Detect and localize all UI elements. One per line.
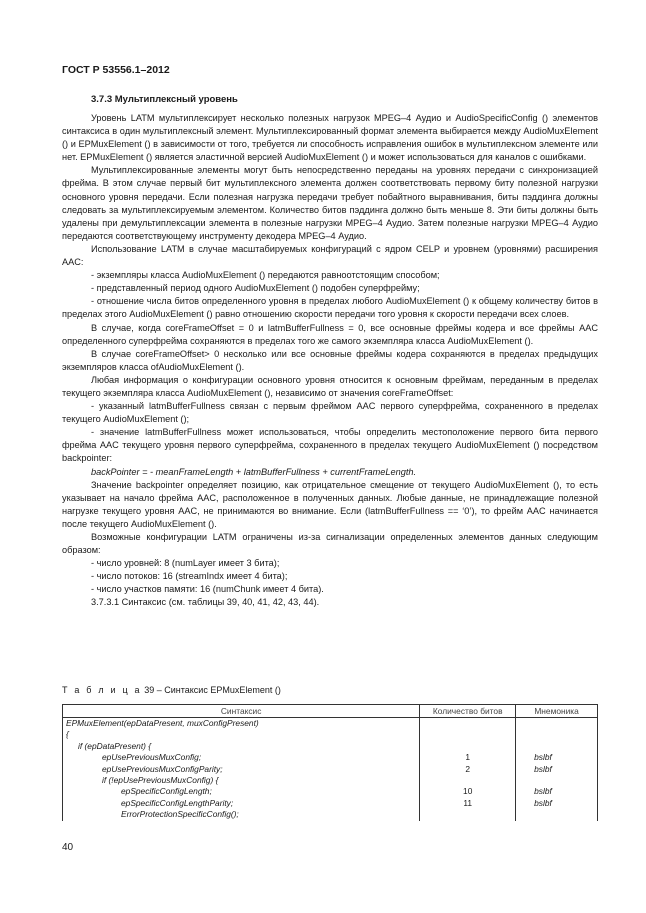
list-item: - число участков памяти: 16 (numChunk имеет 4 бита). <box>91 584 324 595</box>
table-row <box>63 775 598 786</box>
mnemonic-cell <box>516 741 598 752</box>
paragraph: Возможные конфигурации LATM ограничены из-за сигнализации определенных элементов данных следующим образом: <box>62 532 598 556</box>
bits-cell: 2 <box>420 764 516 775</box>
mnemonic-cell: bslbf <box>516 752 598 763</box>
syntax-cell: epSpecificConfigLengthParity; <box>63 798 420 809</box>
paragraph: 3.7.3.1 Синтаксис (см. таблицы 39, 40, 41, 42, 43, 44). <box>91 597 320 608</box>
bits-cell <box>420 809 516 820</box>
mnemonic-cell <box>516 718 598 730</box>
column-header-syntax: Синтаксис <box>63 705 420 718</box>
table-row <box>63 764 598 775</box>
syntax-cell: epUsePreviousMuxConfig; <box>63 752 420 763</box>
page-number: 40 <box>62 842 74 853</box>
mnemonic-cell <box>516 809 598 820</box>
bits-cell <box>420 775 516 786</box>
column-header-mnemonic: Мнемоника <box>516 705 598 718</box>
paragraph: Использование LATM в случае масштабируемых конфигураций с ядром CELP и уровнем (уровнями) расширения AAC: <box>62 243 598 268</box>
table-row <box>63 752 598 763</box>
table-row <box>63 718 598 730</box>
syntax-cell: ErrorProtectionSpecificConfig(); <box>63 809 420 820</box>
list-item: - представленный период одного AudioMuxElement () подобен суперфрейму; <box>91 283 420 294</box>
syntax-cell: if (epDataPresent) { <box>63 741 420 752</box>
table-caption-text: 39 – Синтаксис EPMuxElement () <box>144 685 281 695</box>
table-row <box>63 741 598 752</box>
syntax-cell: { <box>63 729 420 740</box>
bits-cell: 1 <box>420 752 516 763</box>
bits-cell: 10 <box>420 786 516 797</box>
section-title: 3.7.3 Мультиплексный уровень <box>91 94 238 105</box>
table-caption <box>62 685 281 695</box>
bits-cell: 11 <box>420 798 516 809</box>
table-header-row <box>63 705 598 718</box>
mnemonic-cell <box>516 775 598 786</box>
document-header: ГОСТ Р 53556.1–2012 <box>62 64 170 76</box>
syntax-cell: epSpecificConfigLength; <box>63 786 420 797</box>
bits-cell <box>420 729 516 740</box>
list-item: - число потоков: 16 (streamIndx имеет 4 бита); <box>91 571 288 582</box>
mnemonic-cell: bslbf <box>516 786 598 797</box>
formula: backPointer = - meanFrameLength + latmBufferFullness + currentFrameLength. <box>91 466 417 477</box>
paragraph: В случае, когда coreFrameOffset = 0 и latmBufferFullness = 0, все основные фреймы кодера и все фреймы AAC определенного суперфрейма сохраняются в пределах того же самого экземпляра класса AudioMuxElement (). <box>62 322 598 346</box>
table-row <box>63 729 598 740</box>
bits-cell <box>420 718 516 730</box>
table-row <box>63 786 598 797</box>
body-text <box>62 112 598 610</box>
bits-cell <box>420 741 516 752</box>
paragraph: Значение backpointer определяет позицию, как отрицательное смещение от текущего AudioMuxElement (), то есть указывает на начало фрейма AAC, расположенное в полученных данных. Любые данные, не принадлежащие полезной нагрузке текущего уровня AAC, не принимаются во внимание. Если (latmBufferFullness == ‘0’), то фрейм AAC начинается после текущего AudioMuxElement (). <box>62 479 598 529</box>
column-header-bits: Количество битов <box>420 705 516 718</box>
paragraph: Любая информация о конфигурации основного уровня относится к основным фреймам, переданным в пределах текущего экземпляра класса AudioMuxElement (), независимо от значения coreFrameOffset: <box>62 374 598 398</box>
mnemonic-cell <box>516 729 598 740</box>
list-item: - указанный latmBufferFullness связан с первым фреймом AAC первого суперфрейма, сохраненного в пределах текущего AudioMuxElement (); <box>62 401 598 425</box>
syntax-cell: epUsePreviousMuxConfigParity; <box>63 764 420 775</box>
syntax-cell: EPMuxElement(epDataPresent, muxConfigPresent) <box>63 718 420 730</box>
list-item: - значение latmBufferFullness может использоваться, чтобы определить местоположение первого бита первого фрейма AAC текущего уровня первого суперфрейма, сохраненного в пределах текущего AudioMuxElement () посредством backpointer: <box>62 427 598 464</box>
paragraph: Мультиплексированные элементы могут быть непосредственно переданы на уровнях передачи с синхронизацией фрейма. В этом случае первый бит мультиплексного элемента должен соответствовать первому биту полезной нагрузки основного уровня передачи. Если полезная нагрузка передачи требует побайтного выравнивания, биты пэддинга должны следовать за мультиплексируемым элементом. Количество битов пэддинга должно быть меньше 8. Эти биты должны быть удалены при демультиплексации элемента в полезные нагрузки MPEG–4 Аудио. Затем полезные нагрузки MPEG–4 Аудио передаются соответствующему инструменту декодера MPEG–4 Аудио. <box>62 165 598 241</box>
list-item: - экземпляры класса AudioMuxElement () передаются равноотстоящим способом; <box>91 270 440 281</box>
table-row <box>63 798 598 809</box>
syntax-cell: if (!epUsePreviousMuxConfig) { <box>63 775 420 786</box>
syntax-table <box>62 704 598 821</box>
paragraph: В случае coreFrameOffset> 0 несколько или все основные фреймы кодера сохраняются в пределах предыдущих экземпляров класса ofAudioMuxElement (). <box>62 348 598 372</box>
paragraph: Уровень LATM мультиплексирует несколько полезных нагрузок MPEG–4 Аудио и AudioSpecificConfig () элементов синтаксиса в один мультиплексный элемент. Мультиплексированный формат элемента выбирается между AudioMuxElement () и EPMuxElement () в зависимости от того, требуется ли способность исправления ошибок в мультиплексном элементе или нет. EPMuxElement () является эластичной версией AudioMuxElement () и может использоваться для каналов с ошибками. <box>62 113 598 163</box>
table-caption-label: Т а б л и ц а <box>62 685 142 695</box>
mnemonic-cell: bslbf <box>516 798 598 809</box>
mnemonic-cell: bslbf <box>516 764 598 775</box>
table-row <box>63 809 598 820</box>
list-item: - число уровней: 8 (numLayer имеет 3 бита); <box>91 558 280 569</box>
list-item: - отношение числа битов определенного уровня в пределах любого AudioMuxElement () к общему количеству битов в пределах этого AudioMuxElement () равно отношению скорости передачи того уровня к скорости передачи всех слоев. <box>62 296 598 320</box>
